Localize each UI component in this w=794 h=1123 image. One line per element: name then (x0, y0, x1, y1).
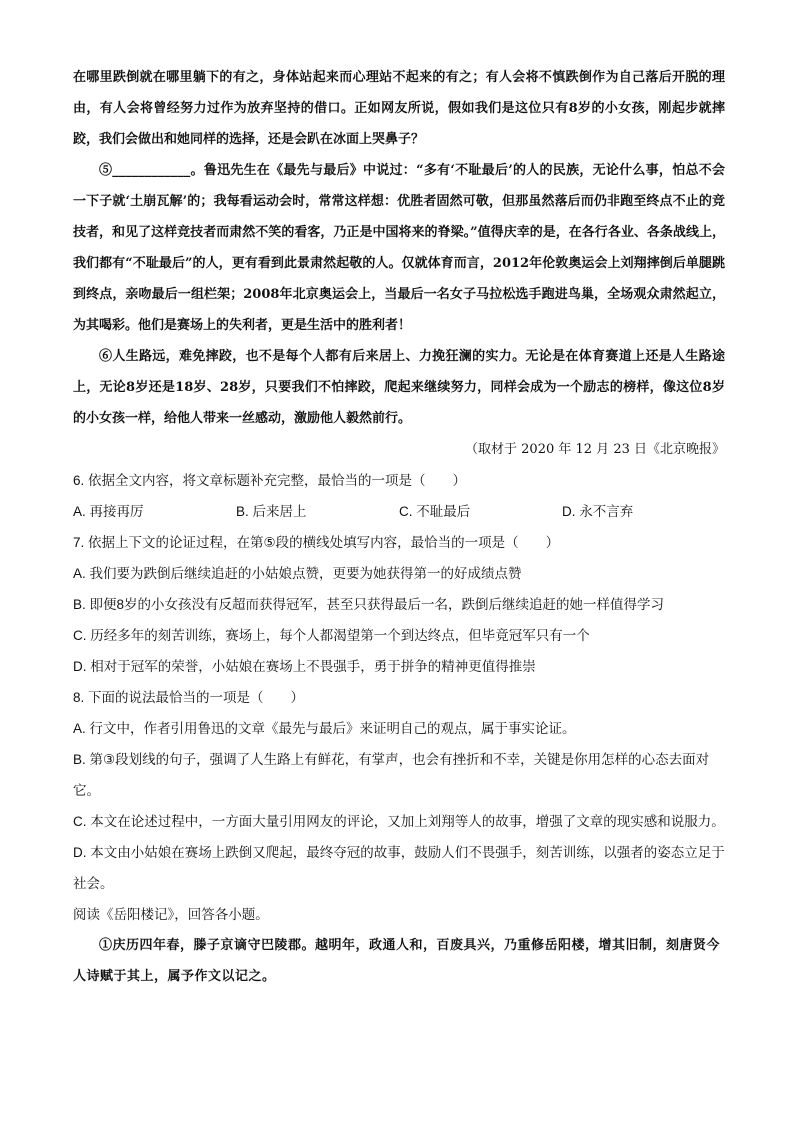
source-citation: （取材于 2020 年 12 月 23 日《北京晚报》 (465, 442, 725, 457)
q8-option-b: B. 第③段划线的句子，强调了人生路上有鲜花，有掌声，也会有挫折和不幸，关键是你用怎样的心态去面对它。 (73, 752, 710, 798)
question-6-stem: 6. 依据全文内容，将文章标题补充完整，最恰当的一项是（ ） (73, 473, 467, 488)
question-7-stem: 7. 依据上下文的论证过程，在第⑤段的横线处填写内容，最恰当的一项是（ ） (73, 535, 560, 550)
q8-option-a: A. 行文中，作者引用鲁迅的文章《最先与最后》来证明自己的观点，属于事实论证。 (73, 721, 576, 736)
fill-in-blank: ____________ (112, 163, 191, 178)
passage-paragraph-continued: 在哪里跌倒就在哪里躺下的有之，身体站起来而心理站不起来的有之；有人会将不慎跌倒作为自己落后开脱的理由，有人会将曾经努力过作为放弃坚持的借口。正如网友所说，假如我们是这位只有8岁的小女孩，刚起步就摔跤，我们会做出和她同样的选择，还是会趴在冰面上哭鼻子？ (73, 70, 725, 147)
q7-option-c: C. 历经多年的刻苦训练，赛场上，每个人都渴望第一个到达终点，但毕竟冠军只有一个 (73, 628, 590, 643)
q6-option-d: D. 永不言弃 (562, 504, 634, 519)
q6-option-c: C. 不耻最后 (399, 504, 471, 519)
q6-option-a: A. 再接再厉 (73, 504, 144, 519)
q7-option-d: D. 相对于冠军的荣誉，小姑娘在赛场上不畏强手，勇于拼争的精神更值得推崇 (73, 659, 536, 674)
q8-option-d: D. 本文由小姑娘在赛场上跌倒又爬起，最终夺冠的故事，鼓励人们不畏强手，刻苦训练，以强者的姿态立足于社会。 (73, 845, 725, 891)
q6-option-b: B. 后来居上 (236, 504, 307, 519)
question-6-options (73, 496, 725, 527)
reading-intro: 阅读《岳阳楼记》，回答各小题。 (73, 907, 269, 922)
paragraph-5-text: 。鲁迅先生在《最先与最后》中说过：“多有‘不耻最后’的人的民族，无论什么事，怕总不会一下子就‘土崩瓦解’的；我每看运动会时，常常这样想：优胜者固然可敬，但那虽然落后而仍非跑至终点不止的竞技者，和见了这样竞技者而肃然不笑的看客，乃正是中国将来的脊梁。”值得庆幸的是，在各行各业、各条战线上，我们都有“不耻最后”的人，更有看到此景肃然起敬的人。仅就体育而言，2012年伦敦奥运会上刘翔摔倒后单腿跳到终点，亲吻最后一组栏架；2008年北京奥运会上，当最后一名女子马拉松选手跑进鸟巢，全场观众肃然起立，为其喝彩。他们是赛场上的失利者，更是生活中的胜利者！ (73, 163, 725, 333)
ancient-text-paragraph-1: ①庆历四年春，滕子京谪守巴陵郡。越明年，政通人和，百废具兴，乃重修岳阳楼，增其旧制，刻唐贤今人诗赋于其上，属予作文以记之。 (73, 938, 721, 984)
question-8-stem: 8. 下面的说法最恰当的一项是（ ） (73, 690, 305, 705)
paragraph-number-5: ⑤ (99, 163, 113, 178)
q7-option-a: A. 我们要为跌倒后继续追赶的小姑娘点赞，更要为她获得第一的好成绩点赞 (73, 566, 522, 581)
q8-option-c: C. 本文在论述过程中，一方面大量引用网友的评论，又加上刘翔等人的故事，增强了文章的现实感和说服力。 (73, 814, 725, 829)
q7-option-b: B. 即便8岁的小女孩没有反超而获得冠军，甚至只获得最后一名，跌倒后继续追赶的她一样值得学习 (73, 597, 665, 612)
passage-paragraph-5 (73, 155, 725, 341)
passage-paragraph-6: ⑥人生路远，难免摔跤，也不是每个人都有后来居上、力挽狂澜的实力。无论是在体育赛道上还是人生路途上，无论8岁还是18岁、28岁，只要我们不怕摔跤，爬起来继续努力，同样会成为一个励志的榜样，像这位8岁的小女孩一样，给他人带来一丝感动，激励他人毅然前行。 (73, 349, 725, 426)
document-page (73, 62, 725, 992)
